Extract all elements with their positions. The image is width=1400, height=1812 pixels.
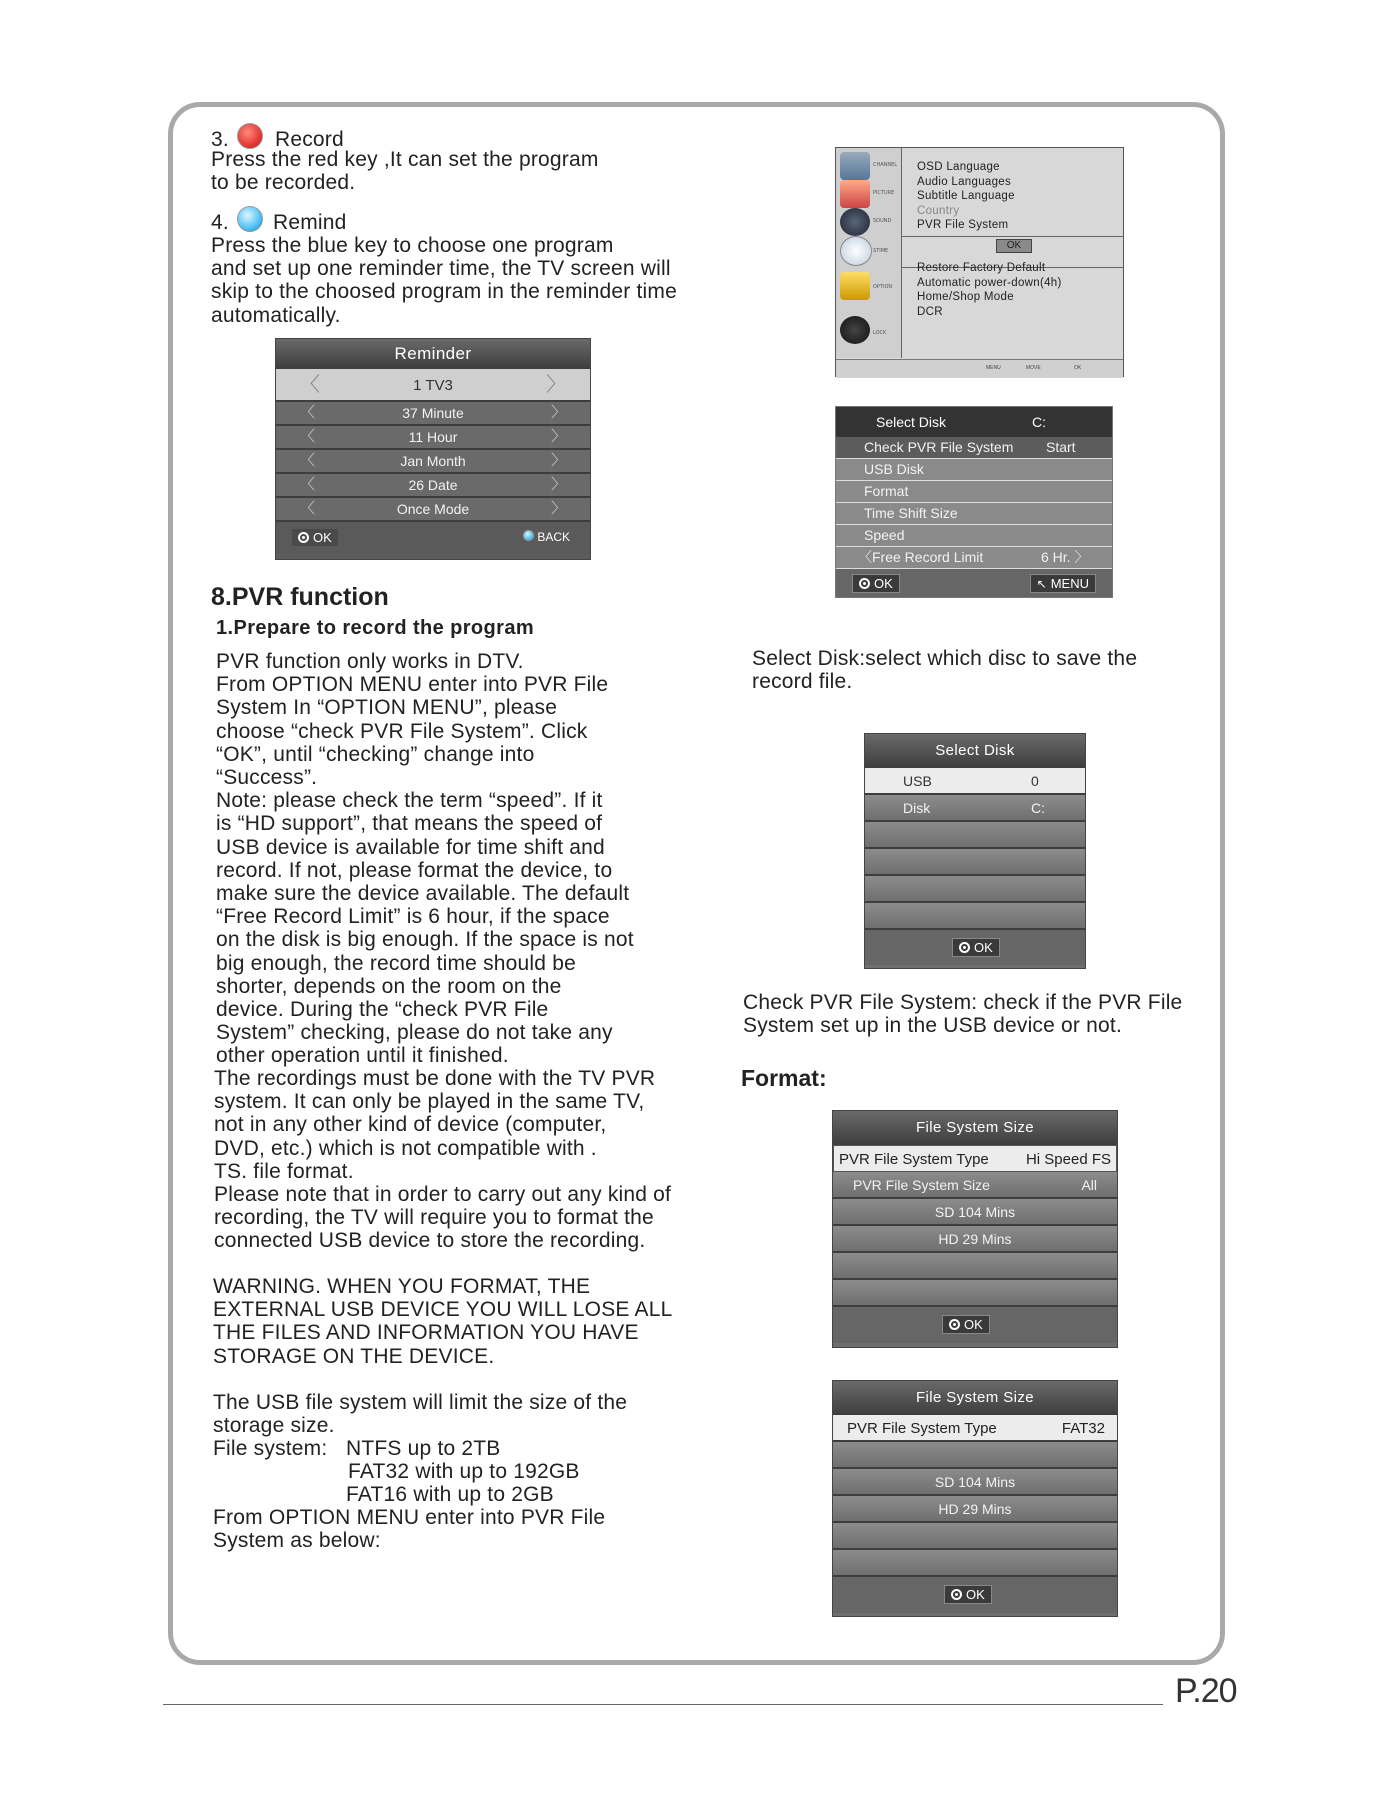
ok-icon: [951, 1589, 962, 1600]
reminder-row-label: Jan Month: [400, 453, 466, 469]
pvr-row-label: 〈Free Record Limit: [858, 549, 984, 565]
select-disk-menu: [864, 733, 1086, 969]
fs2-type-value: FAT32: [1061, 1420, 1105, 1437]
reminder-row-label: Once Mode: [396, 501, 470, 517]
fs-menu-2-ok-button[interactable]: [944, 1585, 992, 1604]
empty-row: [833, 1550, 1117, 1577]
fs-size-row[interactable]: [833, 1172, 1117, 1199]
option-menu: [835, 147, 1124, 377]
select-disk-row-usb[interactable]: [865, 768, 1085, 795]
channel-icon[interactable]: [840, 152, 870, 180]
option-label: OPTION: [873, 284, 893, 290]
page-number: P.20: [1175, 1672, 1237, 1710]
fs-label: File system:: [213, 1437, 328, 1460]
disk-value: C:: [1031, 800, 1045, 816]
pvr-paragraph-4: From OPTION MENU enter into PVR File System as below:: [213, 1506, 606, 1553]
blue-dot-icon: [523, 530, 534, 541]
pvr-menu-row[interactable]: [836, 547, 1112, 569]
pvr-paragraph-3: The USB file system will limit the size of the storage size.: [213, 1391, 628, 1438]
record-text: Press the red key ,It can set the program to be recorded.: [211, 148, 599, 195]
left-arrow-icon[interactable]: 〈: [300, 428, 316, 445]
reminder-menu: [275, 338, 591, 560]
pvr-row-label: Check PVR File System: [864, 439, 1014, 455]
pvr-paragraph-1: PVR function only works in DTV. From OPTION MENU enter into PVR File System In “OPTION MENU”, please choose “check PVR File System”. Click “OK”, until “checking” change into “Success”. Note: please check the term “speed”. If it is “HD support”, that means the speed of USB device is available for time shift and record. If not, please format the device, to make sure the device available. The default “Free Record Limit” is 6 hour, if the space on the disk is big enough. If the space is not big enough, the record time should be shorter, depends on the room on the device. During the “check PVR File System” checking, please do not take any other operation until it finished.: [216, 650, 634, 1068]
ok-icon: [949, 1319, 960, 1330]
pvr-menu-row[interactable]: [836, 459, 1112, 481]
option-ok-button[interactable]: OK: [996, 239, 1032, 253]
subtitle-language-item[interactable]: Subtitle Language: [917, 190, 1015, 202]
footer-ok-hint: OK: [1074, 365, 1082, 371]
usb-value: 0: [1031, 773, 1039, 789]
pvr-file-system-item[interactable]: PVR File System: [917, 219, 1009, 231]
back-label: BACK: [537, 530, 570, 544]
select-disk-ok-label: OK: [974, 940, 993, 955]
select-disk-description: Select Disk:select which disc to save the record file.: [752, 647, 1138, 694]
ok-icon: [298, 532, 309, 543]
sound-label: SOUND: [873, 218, 892, 224]
pvr-paragraph-2: The recordings must be done with the TV PVR system. It can only be played in the same TV, not in any other kind of device (computer, DVD, etc.) which is not compatible with . TS. file format. Please note that in order to carry out any kind of recording, the TV will require you to format the connected USB device to store the recording.: [214, 1067, 672, 1253]
left-arrow-icon[interactable]: 〈: [300, 476, 316, 493]
lock-icon[interactable]: [840, 316, 870, 344]
sd-row: SD 104 Mins: [833, 1469, 1117, 1496]
sound-icon[interactable]: [840, 208, 870, 236]
lock-label: LOCK: [873, 330, 887, 336]
fs-menu-1-footer: [833, 1307, 1117, 1343]
pvr-row-value: 6 Hr. 〉: [1041, 549, 1089, 565]
left-arrow-icon[interactable]: 〈: [300, 452, 316, 469]
blue-key-icon: [237, 206, 263, 232]
record-title: Record: [274, 128, 344, 151]
back-button[interactable]: [523, 530, 570, 544]
footer-menu-hint: MENU: [986, 365, 1001, 371]
fs-type-label: PVR File System Type: [839, 1151, 989, 1168]
hd-row: HD 29 Mins: [833, 1226, 1117, 1253]
dcr-item[interactable]: DCR: [917, 305, 943, 318]
pvr-warning: WARNING. WHEN YOU FORMAT, THE EXTERNAL USB DEVICE YOU WILL LOSE ALL THE FILES AND INFORMATION YOU HAVE STORAGE ON THE DEVICE.: [213, 1275, 673, 1368]
fs-menu-1-ok-button[interactable]: [942, 1315, 990, 1334]
reminder-row-label: 37 Minute: [402, 405, 464, 421]
pvr-menu-row[interactable]: [836, 503, 1112, 525]
left-arrow-icon[interactable]: 〈: [300, 500, 316, 517]
fs-menu-1-ok-label: OK: [964, 1317, 983, 1332]
pvr-menu-title-value: C:: [1032, 414, 1046, 430]
empty-row: [833, 1280, 1117, 1307]
file-system-size-menu-2: [832, 1380, 1118, 1617]
reminder-row[interactable]: [276, 402, 590, 426]
pvr-menu-footer: [836, 569, 1112, 597]
fs-ntfs: NTFS up to 2TB: [346, 1437, 501, 1460]
pvr-subheading: 1.Prepare to record the program: [216, 617, 535, 639]
picture-icon[interactable]: [840, 180, 870, 208]
reminder-row-label: 11 Hour: [408, 429, 458, 445]
option-icon[interactable]: [840, 272, 870, 300]
reminder-row[interactable]: [276, 426, 590, 450]
pvr-menu-header: [836, 407, 1112, 437]
record-heading: [211, 123, 344, 151]
remind-text: Press the blue key to choose one program and set up one reminder time, the TV screen will skip to the choosed program in the reminder time automatically.: [211, 234, 677, 327]
fs-menu-2-ok-label: OK: [966, 1587, 985, 1602]
time-label: STIME: [873, 248, 889, 254]
home-shop-mode-item[interactable]: Home/Shop Mode: [917, 291, 1014, 303]
empty-row: [833, 1523, 1117, 1550]
reminder-footer: [276, 522, 590, 554]
remind-title: Remind: [272, 211, 347, 234]
pvr-menu-row[interactable]: [836, 437, 1112, 459]
usb-label: USB: [903, 773, 932, 789]
select-disk-ok-button[interactable]: [952, 938, 1000, 957]
format-heading: Format:: [741, 1065, 827, 1091]
footer-move-hint: MOVE: [1026, 365, 1041, 371]
pvr-ok-label: OK: [874, 576, 893, 591]
right-arrow-icon[interactable]: 〉: [546, 374, 566, 396]
fs-menu-1-title: File System Size: [833, 1111, 1117, 1145]
pvr-heading: 8.PVR function: [211, 583, 389, 611]
check-pvr-description: Check PVR File System: check if the PVR File System set up in the USB device or not.: [743, 991, 1183, 1038]
fs-menu-2-footer: [833, 1577, 1117, 1613]
empty-row: [865, 822, 1085, 849]
remind-number: 4.: [211, 211, 229, 234]
ok-icon: [859, 578, 870, 589]
option-items-top: [917, 160, 1015, 233]
pvr-row-label: Format: [864, 483, 909, 499]
fs2-type-row[interactable]: [833, 1415, 1117, 1442]
select-disk-footer: [865, 930, 1085, 965]
country-item: Country: [917, 204, 960, 217]
channel-label: CHANNEL: [873, 162, 898, 168]
right-arrow-icon[interactable]: 〉: [550, 428, 566, 445]
remind-heading: [211, 206, 347, 234]
reminder-channel-label: 1 TV3: [413, 377, 453, 394]
restore-factory-item[interactable]: Restore Factory Default: [917, 262, 1046, 274]
right-arrow-icon[interactable]: 〉: [550, 476, 566, 493]
fs-type-value: Hi Speed FS: [1025, 1151, 1111, 1168]
right-arrow-icon[interactable]: 〉: [550, 404, 566, 421]
pvr-menu-row[interactable]: [836, 481, 1112, 503]
ok-label: OK: [313, 530, 332, 545]
footer-rule: [163, 1704, 1163, 1705]
picture-label: PICTURE: [873, 190, 895, 196]
select-disk-title: Select Disk: [865, 734, 1085, 768]
left-arrow-icon[interactable]: 〈: [300, 404, 316, 421]
empty-row: [865, 849, 1085, 876]
fs2-type-label: PVR File System Type: [847, 1420, 997, 1437]
select-disk-row-disk[interactable]: [865, 795, 1085, 822]
left-arrow-icon[interactable]: 〈: [300, 374, 320, 396]
reminder-row[interactable]: [276, 474, 590, 498]
pvr-row-label: Time Shift Size: [864, 505, 958, 521]
option-sidebar: [836, 148, 902, 358]
reminder-row[interactable]: [276, 498, 590, 522]
record-number: 3.: [211, 128, 229, 151]
clock-icon[interactable]: [840, 236, 872, 266]
pvr-row-label: USB Disk: [864, 461, 924, 477]
pvr-row-label: Speed: [864, 527, 905, 543]
right-arrow-icon[interactable]: 〉: [550, 500, 566, 517]
reminder-row-label: 26 Date: [408, 477, 458, 493]
empty-row: [865, 876, 1085, 903]
pvr-menu-title: Select Disk: [876, 414, 947, 430]
sd-row: SD 104 Mins: [833, 1199, 1117, 1226]
option-footer: [836, 359, 1123, 378]
fs-type-row[interactable]: [833, 1145, 1117, 1172]
pvr-ok-button[interactable]: [852, 574, 900, 593]
fs-menu-2-title: File System Size: [833, 1381, 1117, 1415]
option-items-bottom: [917, 261, 1062, 319]
pvr-menu-label: MENU: [1050, 576, 1089, 591]
audio-languages-item[interactable]: Audio Languages: [917, 175, 1012, 188]
fs-fat16: FAT16 with up to 2GB: [346, 1483, 554, 1506]
reminder-channel[interactable]: [276, 369, 590, 402]
ok-button[interactable]: [292, 529, 338, 546]
fs-size-label: PVR File System Size: [853, 1177, 990, 1193]
auto-power-down-item[interactable]: Automatic power-down(4h): [917, 276, 1062, 289]
reminder-title: Reminder: [276, 339, 590, 369]
file-system-size-menu-1: [832, 1110, 1118, 1348]
empty-row: [833, 1442, 1117, 1469]
ok-icon: [959, 942, 970, 953]
empty-row: [833, 1253, 1117, 1280]
back-arrow-icon: ↖: [1036, 576, 1047, 591]
pvr-row-value: Start: [1046, 439, 1076, 455]
disk-label: Disk: [903, 800, 931, 816]
hd-row: HD 29 Mins: [833, 1496, 1117, 1523]
fs-fat32: FAT32 with up to 192GB: [348, 1460, 580, 1483]
pvr-menu-button[interactable]: [1030, 574, 1096, 593]
fs-size-value: All: [1081, 1177, 1097, 1193]
empty-row: [865, 903, 1085, 930]
osd-language-item[interactable]: OSD Language: [917, 161, 1000, 173]
red-key-icon: [237, 123, 263, 149]
right-arrow-icon[interactable]: 〉: [550, 452, 566, 469]
pvr-menu-row[interactable]: [836, 525, 1112, 547]
reminder-row[interactable]: [276, 450, 590, 474]
pvr-menu: [835, 406, 1113, 598]
